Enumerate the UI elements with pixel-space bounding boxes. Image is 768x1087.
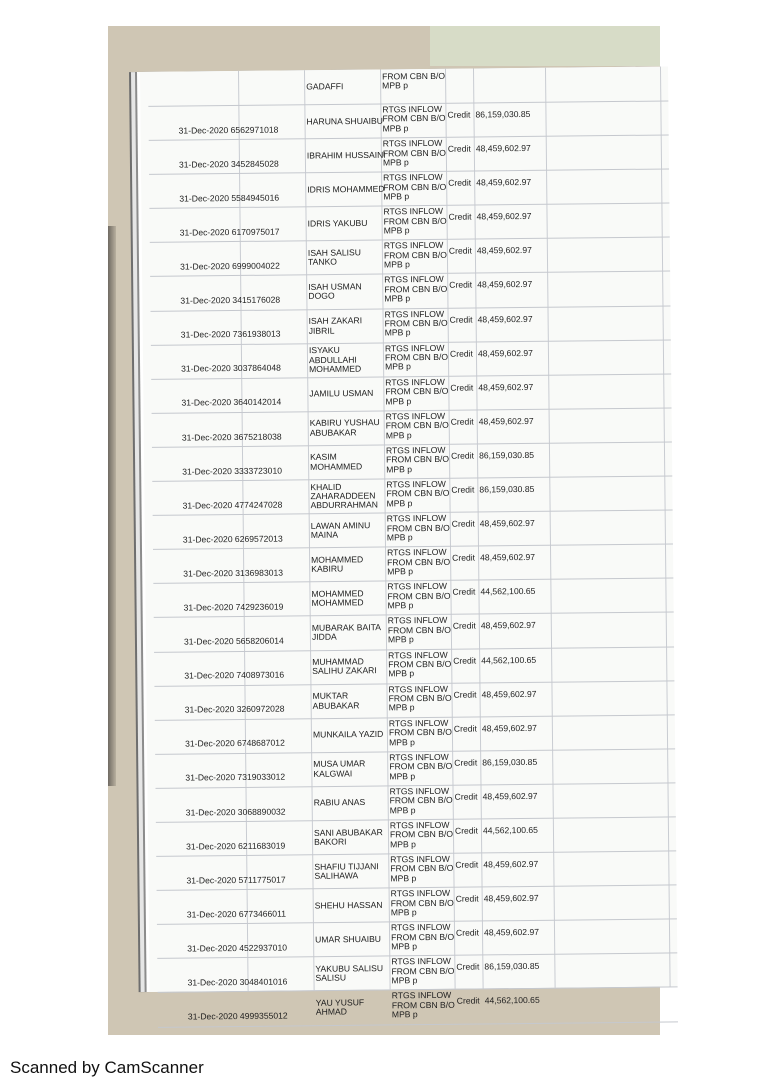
narration: RTGS INFLOW FROM CBN B/O MPB p: [389, 819, 454, 850]
beneficiary-name: SANI ABUBAKAR BAKORI: [313, 826, 383, 847]
transaction-date: 31-Dec-2020: [187, 1011, 238, 1022]
account-number: 3136983013: [235, 567, 284, 578]
amount: 86,159,030.85: [484, 961, 540, 972]
narration: RTGS INFLOW FROM CBN B/O MPB p: [383, 172, 447, 202]
amount: 48,459,602.97: [481, 688, 537, 700]
account-number: 4522937010: [239, 942, 288, 953]
narration: RTGS INFLOW FROM CBN B/O MPB p: [390, 853, 454, 884]
account-number: 5658206014: [235, 635, 284, 647]
account-number: 3037864048: [233, 362, 281, 374]
beneficiary-name: IDRIS MOHAMMED: [307, 183, 385, 195]
amount: 48,459,602.97: [476, 211, 532, 222]
transaction-date: 31-Dec-2020: [183, 567, 233, 579]
narration: RTGS INFLOW FROM CBN B/O MPB p: [385, 376, 449, 407]
table-row: [154, 647, 674, 687]
entry-type: Credit: [451, 518, 475, 529]
narration: RTGS INFLOW FROM CBN B/O MPB p: [387, 615, 451, 645]
narration: RTGS INFLOW FROM CBN B/O MPB p: [383, 206, 447, 236]
account-number: 3333723010: [234, 465, 283, 476]
account-number: 4774247028: [234, 499, 283, 510]
narration: RTGS INFLOW FROM CBN B/O MPB p: [388, 683, 452, 713]
statement-sheet: [140, 66, 678, 1022]
beneficiary-name: RABIU ANAS: [313, 797, 366, 808]
table-row: [156, 851, 676, 891]
beneficiary-name: SHEHU HASSAN: [314, 899, 383, 911]
transaction-date: 31-Dec-2020: [184, 738, 235, 749]
account-number: 6562971018: [230, 124, 279, 135]
entry-type: Credit: [455, 893, 479, 904]
transaction-date: 31-Dec-2020: [180, 295, 231, 306]
table-row: [157, 954, 677, 994]
entry-type: Credit: [449, 314, 473, 325]
entry-type: Credit: [448, 177, 472, 188]
narration: RTGS INFLOW FROM CBN B/O MPB p: [387, 581, 451, 611]
account-number: 7319033012: [237, 771, 286, 783]
table-row: [153, 511, 673, 551]
table-row: [149, 170, 669, 210]
entry-type: Credit: [455, 859, 479, 870]
transaction-date: 31-Dec-2020: [179, 227, 230, 238]
table-row: [148, 101, 668, 141]
table-row: [150, 238, 670, 278]
narration: RTGS INFLOW FROM CBN B/O MPB p: [388, 717, 453, 747]
beneficiary-name: MUHAMMAD SALIHU ZAKARI: [312, 656, 377, 677]
entry-type: Credit: [454, 825, 478, 836]
narration: RTGS INFLOW FROM CBN B/O MPB p: [386, 512, 450, 543]
beneficiary-name: MUSA UMAR KALGWAI: [313, 758, 366, 779]
beneficiary-name: ISAH SALISU TANKO: [307, 247, 361, 268]
amount: 48,459,602.97: [479, 518, 535, 529]
beneficiary-name: LAWAN AMINU MAINA: [310, 519, 371, 540]
entry-type: Credit: [455, 927, 480, 938]
beneficiary-name: MUNKAILA YAZID: [312, 729, 384, 740]
transaction-date: 31-Dec-2020: [181, 397, 232, 409]
scan-shadow-edge: [108, 226, 116, 786]
beneficiary-name: ISAH USMAN DOGO: [308, 281, 362, 302]
table-row: [154, 613, 674, 653]
beneficiary-name: SHAFIU TIJJANI SALIHAWA: [314, 860, 379, 881]
table-row: [156, 783, 676, 823]
narration: RTGS INFLOW FROM CBN B/O MPB p: [386, 547, 451, 577]
entry-type: Credit: [449, 280, 473, 291]
transaction-date: 31-Dec-2020: [179, 261, 230, 272]
transaction-date: 31-Dec-2020: [182, 499, 233, 511]
entry-type: Credit: [451, 484, 475, 495]
beneficiary-name: KABIRU YUSHAU ABUBAKAR: [309, 417, 380, 438]
entry-type: Credit: [456, 961, 480, 973]
table-row: [157, 886, 677, 926]
amount: 48,459,602.97: [478, 415, 534, 427]
account-number: 7429236019: [235, 601, 284, 613]
table-row: [155, 749, 675, 789]
account-number: 5584945016: [231, 192, 280, 203]
transaction-date: 31-Dec-2020: [183, 602, 234, 613]
table-row: [152, 442, 672, 482]
table-row: [152, 476, 672, 516]
entry-type: Credit: [452, 586, 476, 598]
beneficiary-name: YAKUBU SALISU SALISU: [315, 962, 384, 984]
transaction-date: 31-Dec-2020: [182, 465, 232, 477]
entry-type: Credit: [448, 245, 472, 257]
table-row: [151, 340, 671, 380]
account-number: 7361938013: [232, 328, 281, 340]
amount: 48,459,602.97: [480, 552, 536, 563]
table-row: [157, 920, 677, 960]
account-number: 6170975017: [231, 226, 280, 238]
account-number: 3415176028: [232, 294, 281, 306]
account-number: 6211683019: [238, 840, 286, 851]
entry-type: Credit: [454, 757, 478, 768]
entry-type: Credit: [456, 995, 480, 1007]
entry-type: Credit: [448, 211, 472, 223]
entry-type: Credit: [450, 416, 474, 427]
transaction-date: 31-Dec-2020: [185, 806, 236, 818]
beneficiary-name: IDRIS YAKUBU: [307, 217, 368, 229]
scan-background-tint: [430, 26, 660, 66]
account-number: 3452845028: [230, 158, 279, 169]
narration: RTGS INFLOW FROM CBN B/O MPB p: [389, 751, 453, 782]
beneficiary-name: ISYAKU ABDULLAHI MOHAMMED: [308, 345, 362, 375]
account-number: 6748687012: [236, 737, 285, 749]
entry-type: Credit: [447, 143, 471, 154]
entry-type: Credit: [450, 450, 475, 461]
amount: 48,459,602.97: [477, 279, 533, 290]
beneficiary-name: YAU YUSUF AHMAD: [315, 997, 365, 1018]
transaction-date: 31-Dec-2020: [186, 874, 237, 886]
scanner-watermark: Scanned by CamScanner: [10, 1058, 204, 1077]
beneficiary-name: MUBARAK BAITA JIDDA: [311, 622, 381, 643]
amount: 86,159,030.85: [479, 483, 535, 495]
narration: RTGS INFLOW FROM CBN B/O MPB p: [385, 410, 449, 441]
account-number: 5711775017: [238, 874, 286, 885]
beneficiary-name: KASIM MOHAMMED: [309, 452, 363, 472]
transaction-date: 31-Dec-2020: [186, 908, 237, 920]
transaction-date: 31-Dec-2020: [178, 124, 229, 136]
transaction-date: 31-Dec-2020: [184, 704, 235, 715]
entry-type: Credit: [453, 689, 477, 700]
entry-type: Credit: [450, 382, 474, 393]
beneficiary-name: MUKTAR ABUBAKAR: [312, 690, 360, 711]
narration: RTGS INFLOW FROM CBN B/O MPB p: [390, 887, 454, 918]
table-row-partial: [148, 66, 668, 106]
table-row: [155, 715, 675, 755]
amount: 86,159,030.85: [478, 449, 535, 461]
account-number: 3068890032: [237, 806, 286, 817]
narration: RTGS INFLOW FROM CBN B/O MPB p: [390, 922, 455, 952]
beneficiary-name: JAMILU USMAN: [309, 388, 374, 399]
table-row: [150, 272, 670, 312]
table-row: [153, 545, 673, 585]
narration: RTGS INFLOW FROM CBN B/O MPB p: [386, 478, 450, 509]
transaction-date: 31-Dec-2020: [186, 840, 236, 852]
account-number: 4999355012: [239, 1010, 288, 1022]
transaction-date: 31-Dec-2020: [182, 533, 233, 545]
amount: 48,459,602.97: [483, 893, 539, 904]
narration: RTGS INFLOW FROM CBN B/O MPB p: [385, 444, 450, 475]
entry-type: Credit: [447, 109, 471, 120]
beneficiary-name: ISAH ZAKARI JIBRIL: [308, 315, 363, 336]
transaction-date: 31-Dec-2020: [178, 158, 229, 170]
transactions-table: [148, 66, 678, 1027]
transaction-date: 31-Dec-2020: [180, 329, 231, 340]
account-number: 3640142014: [233, 396, 282, 408]
table-row: [149, 204, 669, 244]
table-row: [153, 579, 673, 619]
amount: 48,459,602.97: [483, 858, 539, 870]
narration: RTGS INFLOW FROM CBN B/O MPB p: [382, 137, 446, 168]
entry-type: Credit: [453, 723, 477, 734]
amount: 44,562,100.65: [484, 995, 540, 1006]
amount: 86,159,030.85: [475, 108, 531, 120]
transaction-date: 31-Dec-2020: [187, 977, 238, 988]
transaction-date: 31-Dec-2020: [179, 192, 230, 204]
narration: RTGS INFLOW FROM CBN B/O MPB p: [384, 308, 448, 338]
narration: RTGS INFLOW FROM CBN B/O MPB p: [391, 956, 455, 986]
table-row: [154, 681, 674, 721]
account-number: 3260972028: [236, 703, 285, 715]
transaction-date: 31-Dec-2020: [181, 363, 231, 374]
narration: RTGS INFLOW FROM CBN B/O MPB p: [382, 103, 446, 134]
entry-type: Credit: [452, 620, 476, 632]
amount: 44,562,100.65: [480, 586, 536, 597]
table-row: [158, 988, 678, 1028]
beneficiary-name: UMAR SHUAIBU: [315, 933, 382, 945]
narration: RTGS INFLOW FROM CBN B/O MPB p: [383, 240, 448, 270]
narration: RTGS INFLOW FROM CBN B/O MPB p: [388, 649, 452, 679]
amount: 44,562,100.65: [481, 654, 537, 665]
beneficiary-name: MOHAMMED KABIRU: [311, 554, 364, 574]
amount: 48,459,602.97: [481, 722, 537, 734]
amount: 48,459,602.97: [476, 245, 532, 256]
entry-type: Credit: [453, 655, 477, 666]
account-number: 7408973016: [236, 669, 285, 681]
transaction-date: 31-Dec-2020: [183, 636, 234, 647]
amount: 48,459,602.97: [477, 347, 533, 359]
amount: 48,459,602.97: [475, 143, 531, 154]
beneficiary-name: HARUNA SHUAIBU: [306, 115, 383, 127]
transaction-date: 31-Dec-2020: [187, 942, 237, 954]
narration: RTGS INFLOW FROM CBN B/O MPB p: [384, 342, 449, 372]
amount: 48,459,602.97: [477, 313, 533, 325]
entry-type: Credit: [454, 791, 478, 802]
amount: 48,459,602.97: [482, 790, 538, 802]
amount: 44,562,100.65: [482, 824, 538, 836]
amount: 48,459,602.97: [480, 620, 536, 631]
amount: 48,459,602.97: [483, 927, 540, 938]
transaction-date: 31-Dec-2020: [185, 772, 236, 784]
account-number: 6773466011: [238, 908, 287, 919]
narration: RTGS INFLOW FROM CBN B/O MPB p: [384, 274, 448, 304]
amount: 86,159,030.85: [482, 756, 538, 768]
entry-type: Credit: [449, 348, 473, 359]
narration: FROM CBN B/O MPB p: [382, 70, 446, 91]
table-row: [152, 408, 672, 448]
table-row: [151, 306, 671, 346]
entry-type: Credit: [452, 552, 476, 563]
account-number: 6999004022: [231, 260, 280, 272]
beneficiary-name: IBRAHIM HUSSAINI: [306, 149, 386, 161]
amount: 48,459,602.97: [476, 177, 532, 188]
transaction-rows: [148, 101, 678, 1027]
beneficiary-name: KHALID ZAHARADDEEN ABDURRAHMAN: [310, 481, 378, 511]
account-number: 3675218038: [233, 431, 282, 442]
account-number: 3048401016: [239, 976, 288, 988]
table-row: [151, 374, 671, 414]
narration: RTGS INFLOW FROM CBN B/O MPB p: [391, 990, 455, 1020]
beneficiary-name: MOHAMMED MOHAMMED: [311, 588, 364, 609]
table-row: [149, 136, 669, 176]
narration: RTGS INFLOW FROM CBN B/O MPB p: [389, 785, 453, 816]
amount: 48,459,602.97: [478, 381, 534, 393]
beneficiary-name: GADAFFI: [306, 81, 344, 92]
transaction-date: 31-Dec-2020: [184, 670, 235, 681]
table-row: [156, 817, 676, 857]
account-number: 6269572013: [234, 533, 283, 544]
transaction-date: 31-Dec-2020: [181, 431, 232, 443]
